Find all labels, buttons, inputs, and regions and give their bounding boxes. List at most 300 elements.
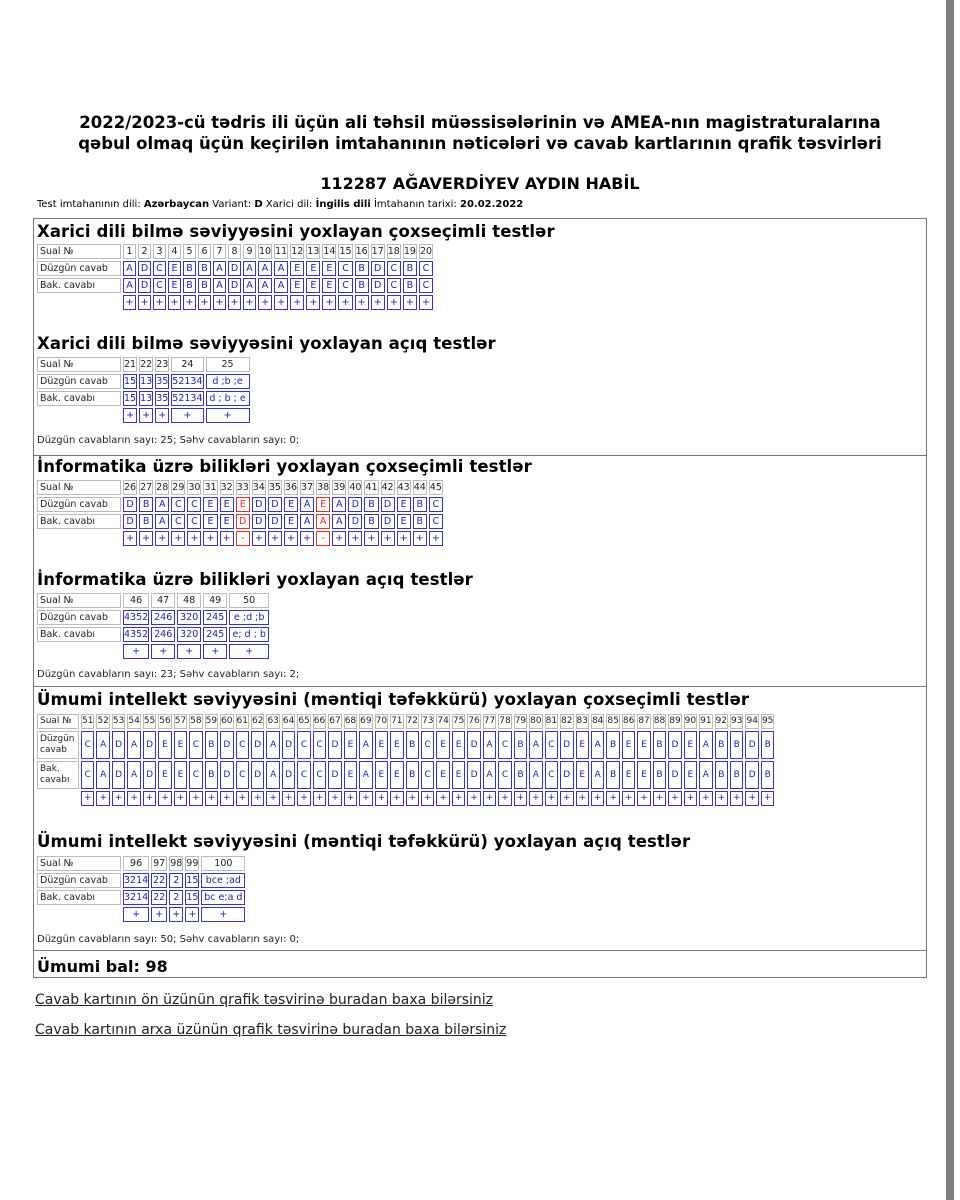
question-number: 77 <box>483 714 496 729</box>
question-number: 62 <box>251 714 264 729</box>
question-number: 15 <box>339 246 352 257</box>
student-answer: E <box>390 761 403 789</box>
correct-answer: B <box>761 731 774 759</box>
answers-table <box>35 242 435 312</box>
variant-label: Variant: <box>212 199 252 210</box>
student-answer: 22 <box>153 892 166 903</box>
student-answer: E <box>622 761 635 789</box>
question-number: 61 <box>236 714 249 729</box>
result-mark: + <box>637 791 650 806</box>
result-mark: + <box>220 531 234 546</box>
correct-answer: B <box>183 261 196 276</box>
question-number: 14 <box>323 246 336 257</box>
question-number: 46 <box>123 593 149 608</box>
question-number: 91 <box>699 714 712 729</box>
result-mark: + <box>203 531 217 546</box>
student-answer: B <box>139 514 153 529</box>
student-answer: A <box>359 761 372 789</box>
correct-answer: B <box>406 731 419 759</box>
correct-answer: B <box>139 497 153 512</box>
student-answer: E <box>306 278 320 293</box>
blank-cell <box>37 295 121 310</box>
correct-answer: A <box>155 497 169 512</box>
student-answer: E <box>576 761 589 789</box>
correct-answer: E <box>397 497 411 512</box>
result-mark: + <box>622 791 635 806</box>
result-mark: + <box>177 644 201 659</box>
student-answer: B <box>761 761 774 789</box>
correct-answer: A <box>96 731 109 759</box>
back-card-link[interactable]: Cavab kartının arxa üzünün qrafik təsvirinə buradan baxa bilərsiniz <box>35 1022 507 1038</box>
result-mark: + <box>576 791 589 806</box>
stat-line: Düzgün cavabların sayı: 23; Səhv cavabların sayı: 2; <box>37 669 300 680</box>
result-mark: + <box>344 791 357 806</box>
correct-label: Düzgün cavab <box>37 261 121 276</box>
question-label: Sual № <box>37 480 121 495</box>
blank-cell <box>37 907 121 922</box>
result-mark: + <box>229 644 269 659</box>
result-mark: + <box>359 791 372 806</box>
label-line: cavab <box>40 745 68 755</box>
question-number: 5 <box>183 244 196 259</box>
result-mark: + <box>545 791 558 806</box>
result-mark: + <box>168 295 181 310</box>
result-mark: + <box>684 791 697 806</box>
student-answer: C <box>498 761 511 789</box>
student-answer: D <box>328 761 341 789</box>
correct-answer: E <box>344 731 357 759</box>
question-number: 100 <box>201 856 245 871</box>
result-mark: + <box>123 907 149 922</box>
table-row <box>37 480 443 495</box>
correct-label: Düzgün cavab <box>37 610 121 625</box>
label-line: cavabı <box>40 775 70 785</box>
result-mark: + <box>189 791 202 806</box>
correct-answer: 15 <box>186 875 199 886</box>
student-answer: A <box>483 761 496 789</box>
student-answer: D <box>251 761 264 789</box>
result-mark: + <box>419 295 433 310</box>
correct-answer: E <box>375 731 388 759</box>
student-answer: A <box>123 278 136 293</box>
student-answer: A <box>213 278 226 293</box>
result-mark: + <box>127 791 140 806</box>
question-number: 17 <box>371 246 384 257</box>
result-mark: + <box>452 791 465 806</box>
question-number: 45 <box>429 482 442 493</box>
result-mark: + <box>203 644 227 659</box>
question-number: 1 <box>123 244 136 259</box>
exam-info <box>37 199 523 210</box>
total-score: Ümumi bal: 98 <box>37 957 168 976</box>
question-number: 2 <box>138 244 151 259</box>
table-row <box>37 856 245 871</box>
result-mark: + <box>699 791 712 806</box>
correct-answer: D <box>112 731 125 759</box>
foreign-value: İngilis dili <box>315 199 371 210</box>
student-answer: C <box>421 761 434 789</box>
correct-answer: E <box>390 731 403 759</box>
correct-answer: C <box>153 261 166 276</box>
student-answer: E <box>174 761 187 789</box>
result-mark: + <box>123 644 149 659</box>
student-answer: B <box>183 278 196 293</box>
table-row <box>37 244 433 259</box>
student-label: Bak. cavabı <box>37 627 121 642</box>
question-number: 98 <box>170 858 183 869</box>
student-answer: D <box>268 514 282 529</box>
correct-answer: E <box>316 497 330 512</box>
result-mark: + <box>139 408 153 423</box>
result-mark: + <box>375 791 388 806</box>
correct-answer: C <box>171 497 185 512</box>
correct-answer: C <box>387 261 401 276</box>
question-number: 65 <box>297 714 310 729</box>
blank-cell <box>37 644 121 659</box>
student-answer: A <box>266 761 279 789</box>
question-number: 93 <box>730 714 743 729</box>
correct-answer: 15 <box>124 376 137 387</box>
result-mark: + <box>529 791 542 806</box>
student-answer: B <box>198 278 211 293</box>
question-number: 30 <box>188 482 201 493</box>
result-mark: + <box>228 295 241 310</box>
correct-answer: A <box>127 731 140 759</box>
question-number: 10 <box>259 246 272 257</box>
student-answer: C <box>313 761 326 789</box>
student-answer: C <box>153 278 166 293</box>
correct-answer: 245 <box>203 610 227 625</box>
student-answer: 4352 <box>124 629 149 640</box>
student-answer: B <box>653 761 666 789</box>
correct-answer: E <box>622 731 635 759</box>
question-label: Sual № <box>37 714 79 729</box>
correct-answer: C <box>421 731 434 759</box>
correct-answer: D <box>228 261 241 276</box>
student-answer: C <box>236 761 249 789</box>
student-answer: E <box>322 278 336 293</box>
correct-answer: D <box>467 731 480 759</box>
result-mark: + <box>715 791 728 806</box>
table-row <box>37 627 269 642</box>
correct-answer: D <box>560 731 573 759</box>
question-number: 85 <box>606 714 619 729</box>
correct-answer: 35 <box>156 376 169 387</box>
question-number: 37 <box>301 482 314 493</box>
correct-answer: C <box>419 261 433 276</box>
table-row <box>37 593 269 608</box>
student-answer: B <box>514 761 527 789</box>
result-mark: + <box>328 791 341 806</box>
question-number: 7 <box>213 244 226 259</box>
correct-answer: 246 <box>151 610 175 625</box>
result-mark: + <box>123 531 137 546</box>
correct-answer: D <box>348 497 362 512</box>
answers-table <box>35 712 776 808</box>
student-answer: C <box>387 278 401 293</box>
question-number: 80 <box>529 714 542 729</box>
student-answer: B <box>406 761 419 789</box>
student-label: Bak. cavabı <box>37 391 121 406</box>
section-title: İnformatika üzrə bilikləri yoxlayan açıq testlər <box>37 570 473 589</box>
result-mark: + <box>143 791 156 806</box>
lang-label: Test imtahanının dili: <box>37 199 141 210</box>
correct-answer: B <box>198 261 211 276</box>
stat-line: Düzgün cavabların sayı: 50; Səhv cavabların sayı: 0; <box>37 934 300 945</box>
table-row <box>37 357 250 372</box>
student-answer: C <box>429 514 443 529</box>
question-number: 34 <box>252 482 265 493</box>
correct-answer: A <box>359 731 372 759</box>
question-number: 9 <box>243 244 256 259</box>
section-title: Ümumi intellekt səviyyəsini (məntiqi təfəkkürü) yoxlayan çoxseçimli testlər <box>37 690 750 709</box>
correct-label: Düzgün cavab <box>37 497 121 512</box>
question-number: 55 <box>143 714 156 729</box>
student-answer: B <box>205 761 218 789</box>
correct-answer: D <box>328 731 341 759</box>
question-number: 41 <box>365 482 378 493</box>
question-number: 8 <box>228 244 241 259</box>
correct-answer: bce ;ad <box>201 873 245 888</box>
correct-answer: E <box>576 731 589 759</box>
correct-answer: A <box>529 731 542 759</box>
table-row <box>37 497 443 512</box>
result-mark: - <box>316 531 330 546</box>
question-number: 58 <box>189 714 202 729</box>
student-answer: A <box>155 514 169 529</box>
correct-answer: E <box>452 731 465 759</box>
result-mark: + <box>251 791 264 806</box>
front-card-link[interactable]: Cavab kartının ön üzünün qrafik təsvirinə buradan baxa bilərsiniz <box>35 992 494 1008</box>
result-mark: + <box>348 531 362 546</box>
student-answer: 52134 <box>172 393 203 404</box>
answers-table <box>35 478 445 548</box>
student-answer: B <box>403 278 417 293</box>
page-title <box>30 112 930 154</box>
correct-answer: B <box>653 731 666 759</box>
question-number: 52 <box>96 714 109 729</box>
result-mark: + <box>429 531 443 546</box>
answers-table <box>35 591 271 661</box>
correct-answer: D <box>252 497 266 512</box>
correct-answer: A <box>699 731 712 759</box>
result-mark: + <box>364 531 378 546</box>
result-mark: + <box>421 791 434 806</box>
result-mark: + <box>406 791 419 806</box>
question-number: 53 <box>112 714 125 729</box>
correct-answer: 52134 <box>172 376 203 387</box>
student-label: Bak. cavabı <box>37 514 121 529</box>
correct-answer: 2 <box>169 873 183 888</box>
result-mark: + <box>123 408 137 423</box>
student-answer: D <box>252 514 266 529</box>
correct-answer: C <box>498 731 511 759</box>
correct-answer: E <box>637 731 650 759</box>
result-mark: + <box>322 295 336 310</box>
question-number: 24 <box>171 357 203 372</box>
question-number: 39 <box>333 482 346 493</box>
question-number: 44 <box>413 482 426 493</box>
student-answer: bc e;a d <box>201 890 245 905</box>
student-answer: D <box>348 514 362 529</box>
question-number: 94 <box>745 714 758 729</box>
date-value: 20.02.2022 <box>459 199 524 210</box>
student-answer: A <box>96 761 109 789</box>
student-answer: D <box>220 761 233 789</box>
result-mark: + <box>297 791 310 806</box>
result-mark: + <box>730 791 743 806</box>
correct-answer: E <box>322 261 336 276</box>
correct-answer: d ;b ;e <box>206 374 250 389</box>
result-mark: + <box>169 907 183 922</box>
correct-answer: B <box>364 497 378 512</box>
correct-answer: E <box>236 497 250 512</box>
student-answer: C <box>171 514 185 529</box>
foreign-label: Xarici dil: <box>265 199 313 210</box>
student-answer: E <box>637 761 650 789</box>
result-mark: + <box>155 531 169 546</box>
question-number: 67 <box>328 714 341 729</box>
section-title: Xarici dili bilmə səviyyəsini yoxlayan çoxseçimli testlər <box>37 222 555 241</box>
section-title: Xarici dili bilmə səviyyəsini yoxlayan açıq testlər <box>37 334 496 353</box>
result-mark: + <box>185 907 199 922</box>
correct-answer: D <box>123 497 137 512</box>
question-number: 21 <box>124 359 137 370</box>
result-mark: + <box>153 295 166 310</box>
student-answer: A <box>591 761 604 789</box>
table-row <box>37 261 433 276</box>
question-number: 92 <box>715 714 728 729</box>
question-number: 48 <box>177 593 201 608</box>
correct-answer: A <box>213 261 226 276</box>
question-number: 63 <box>266 714 279 729</box>
student-answer: 13 <box>140 393 153 404</box>
correct-answer: B <box>715 731 728 759</box>
correct-answer: E <box>290 261 304 276</box>
student-answer: E <box>168 278 181 293</box>
result-mark: + <box>220 791 233 806</box>
question-number: 99 <box>186 858 199 869</box>
correct-answer: C <box>338 261 352 276</box>
student-answer: E <box>220 514 234 529</box>
result-mark: + <box>467 791 480 806</box>
student-answer: 2 <box>169 890 183 905</box>
result-mark: + <box>268 531 282 546</box>
question-number: 32 <box>220 482 233 493</box>
student-answer: C <box>81 761 94 789</box>
result-mark: + <box>155 408 169 423</box>
student-answer: D <box>560 761 573 789</box>
student-answer: D <box>745 761 758 789</box>
result-mark: + <box>745 791 758 806</box>
question-number: 72 <box>406 714 419 729</box>
student-answer: D <box>467 761 480 789</box>
result-mark: + <box>158 791 171 806</box>
result-mark: + <box>96 791 109 806</box>
result-mark: + <box>171 531 185 546</box>
section-title: İnformatika üzrə bilikləri yoxlayan çoxseçimli testlər <box>37 457 532 476</box>
table-row <box>37 644 269 659</box>
student-answer: A <box>127 761 140 789</box>
correct-answer: A <box>483 731 496 759</box>
student-answer: A <box>243 278 256 293</box>
result-mark: + <box>332 531 346 546</box>
question-number: 12 <box>291 246 304 257</box>
correct-answer: 3214 <box>124 875 149 886</box>
correct-answer: D <box>371 261 385 276</box>
question-number: 97 <box>153 858 166 869</box>
student-answer: C <box>187 514 201 529</box>
question-number: 69 <box>359 714 372 729</box>
result-mark: + <box>591 791 604 806</box>
correct-answer: C <box>313 731 326 759</box>
student-answer: E <box>344 761 357 789</box>
table-row <box>37 408 250 423</box>
section-title: Ümumi intellekt səviyyəsini (məntiqi təfəkkürü) yoxlayan açıq testlər <box>37 832 691 851</box>
result-mark: + <box>313 791 326 806</box>
question-number: 89 <box>668 714 681 729</box>
result-mark: + <box>514 791 527 806</box>
result-mark: + <box>205 791 218 806</box>
student-answer: B <box>364 514 378 529</box>
result-mark: + <box>183 295 196 310</box>
label-line: Düzgün <box>40 734 75 744</box>
blank-cell <box>37 531 121 546</box>
question-number: 18 <box>387 246 400 257</box>
correct-answer: E <box>174 731 187 759</box>
student-answer: C <box>545 761 558 789</box>
result-mark: + <box>81 791 94 806</box>
result-mark: + <box>397 531 411 546</box>
question-number: 87 <box>637 714 650 729</box>
title-line-1: 2022/2023-cü tədris ili üçün ali təhsil müəssisələrinin və AMEA-nın magistraturalarına <box>79 113 881 132</box>
student-name: 112287 AĞAVERDİYEV AYDIN HABİL <box>320 174 640 193</box>
result-mark: + <box>201 907 245 922</box>
student-answer: D <box>381 514 395 529</box>
student-answer: A <box>699 761 712 789</box>
question-number: 56 <box>158 714 171 729</box>
question-number: 66 <box>313 714 326 729</box>
question-number: 88 <box>653 714 666 729</box>
student-answer: A <box>316 514 330 529</box>
question-number: 38 <box>317 482 330 493</box>
question-number: 71 <box>390 714 403 729</box>
result-mark: + <box>243 295 256 310</box>
question-number: 50 <box>229 593 269 608</box>
question-number: 31 <box>204 482 217 493</box>
question-number: 29 <box>172 482 185 493</box>
student-answer: E <box>452 761 465 789</box>
blank-cell <box>37 791 79 806</box>
student-answer: B <box>413 514 427 529</box>
correct-answer: C <box>189 731 202 759</box>
question-number: 95 <box>761 714 774 729</box>
question-number: 83 <box>576 714 589 729</box>
question-number: 26 <box>124 482 137 493</box>
student-answer: D <box>371 278 385 293</box>
result-mark: + <box>274 295 288 310</box>
answers-table <box>35 854 247 924</box>
student-answer: D <box>138 278 151 293</box>
correct-answer: 13 <box>140 376 153 387</box>
result-mark: + <box>282 791 295 806</box>
student-answer: D <box>282 761 295 789</box>
question-label: Sual № <box>37 856 121 871</box>
result-mark: + <box>252 531 266 546</box>
correct-answer: B <box>205 731 218 759</box>
student-answer: C <box>419 278 433 293</box>
student-answer: 320 <box>177 627 201 642</box>
